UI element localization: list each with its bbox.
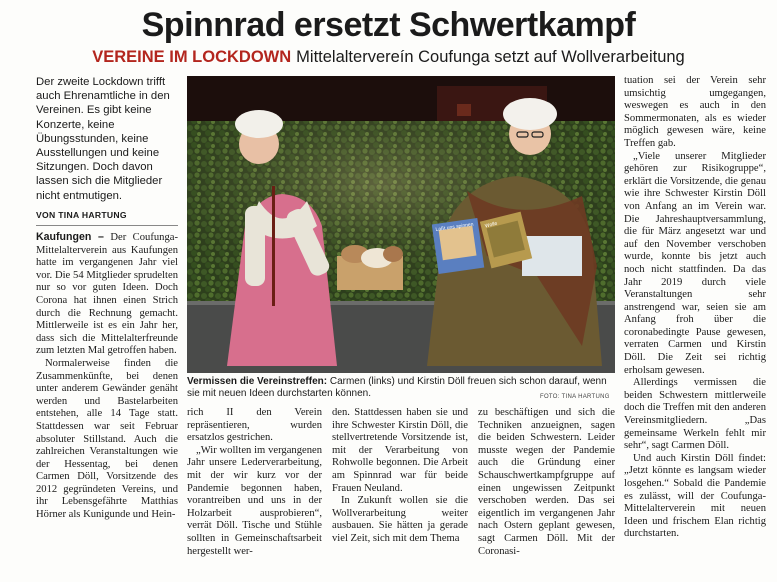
- book2-title: Wolle: [484, 220, 498, 230]
- photo: [187, 76, 615, 373]
- column-1: [36, 231, 178, 522]
- byline-rule: [36, 225, 178, 226]
- dateline: Kaufungen –: [36, 231, 104, 243]
- column-5: [624, 75, 766, 541]
- subtitle: Mittelaltervereín Coufunga setzt auf Wollverarbeitung: [296, 48, 685, 66]
- column-3: [332, 407, 468, 546]
- paragraph: den. Stattdessen haben sie und ihre Schwester Kirstin Döll, die stellvertretende Vorsitzende ist, mit der Verarbeitung von Rohwolle begonnen. Die Arbeit am Spinnrad war für beide Frauen Neuland.: [332, 407, 468, 494]
- paragraph-text: Der Coufunga-Mittelalterverein aus Kaufungen hatte im vergangenen Jahr viel vor. Die 54 Mitglieder sprudelten nur so vor guten Ideen. Doch Corona hat ihnen einen Strich durch die Rechnung gemacht. Mittlerweile ist es ein Jahr her, dass sich die Mittelalterfreunde zum letzten Mal getroffen haben.: [36, 232, 178, 357]
- caption-lead: Vermissen die Vereinstreffen:: [187, 376, 328, 387]
- paragraph: Allerdings vermissen die beiden Schwestern mittlerweile doch die Treffen mit den anderen Vereinsmitgliedern. „Das gemeinsame Werkeln fehlt mir sehr“, sagt Carmen Döll.: [624, 377, 766, 452]
- book-spinnen: [432, 218, 485, 274]
- paragraph: „Wir wollten im vergangenen Jahr unsere Lederverarbeitung, mit der wir kurz vor der Pandemie begonnen haben, vorantreiben und uns in der Holzarbeit ausprobieren“, verrät Döll. Tische und Stühle sollten in Gemeinschaftsarbeit hergestellt wer-: [187, 444, 322, 557]
- caption-text: Carmen (links) und Kirstin Döll freuen sich schon darauf, wenn sie mit neuen Ideen durchstarten können.: [187, 376, 607, 399]
- paragraph: [36, 231, 178, 358]
- paragraph: Und auch Kirstin Döll findet: „Jetzt könnte es langsam wieder losgehen.“ Sobald die Pandemie es zulässt, will der Coufunga-Mittelalterverein mit neuen Ideen und frischem Elan richtig durchstarten.: [624, 452, 766, 540]
- kicker: VEREINE IM LOCKDOWN: [92, 48, 292, 66]
- book1-title: Laßt uns spinnen: [435, 221, 474, 233]
- photo-illustration: [187, 76, 615, 373]
- paragraph: In Zukunft wollen sie die Wollverarbeitung weiter ausbauen. Sie hätten ja gerade viel Zeit, sich mit dem Thema: [332, 495, 468, 544]
- lead-paragraph: Der zweite Lockdown trifft auch Ehrenamtliche in den Vereinen. Es gibt keine Konzerte, keine Übungsstunden, keine Ausstellungen und keine Sitzungen. Doch davon lassen sich die Mitglieder nicht entmutigen.: [36, 76, 170, 202]
- column-2: [187, 407, 322, 558]
- paragraph: rich II den Verein repräsentieren, wurden ersatzlos gestrichen.: [187, 407, 322, 444]
- photo-credit: FOTO: TINA HARTUNG: [540, 394, 610, 400]
- subline: [0, 48, 777, 67]
- paragraph: tuation sei der Verein sehr umsichtig umgegangen, weswegen es auch in den Sommermonaten, als es wieder möglich gewesen wäre, keine Treffen gab.: [624, 75, 766, 149]
- paragraph: zu beschäftigen und sich die Techniken anzueignen, sagen die beiden Schwestern. Leider musste wegen der Pandemie auch die Gründung einer Schauschwertkampfgruppe auf einen ungewissen Zeitpunkt verschoben werden. Das sei eigentlich im vergangenen Jahr nach Ostern geplant gewesen, sagt Carmen Döll. Mit der Coronasi-: [478, 407, 615, 557]
- paragraph: Normalerweise finden die Zusammenkünfte, bei denen unter anderem Gewänder genäht werden und Bastelarbeiten entstehen, alle 14 Tage statt. Stattdessen war seit Februar absoluter Stillstand. Auch die zahlreichen Veranstaltungen wie der Hessentag, bei denen Carmen Döll, Vorsitzende des 2012 gegründeten Vereins, und ihr Lebensgefährte Matthias Hörner als Kunigunde und Hein-: [36, 357, 178, 521]
- headline: Spinnrad ersetzt Schwertkampf: [141, 6, 636, 44]
- column-4: [478, 407, 615, 558]
- byline: VON TINA HARTUNG: [36, 210, 127, 220]
- paragraph: „Viele unserer Mitglieder gehören zur Risikogruppe“, erklärt die Vorsitzende, die genau wie ihre Schwester Kirstin Döll von Anfang an im Verein war. Die Jahreshauptversammlung, die für März angesetzt war und auf den November verschoben wurde, konnte bis jetzt auch noch nicht stattfinden. Da das Jahr 2019 durch viele Veranstaltungen sehr anstrengend war, seien sie am Anfang froh über die coronabedingte Pause gewesen, verraten Carmen und Kirstin Döll. Die Zeit sei richtig erholsam gewesen.: [624, 150, 766, 376]
